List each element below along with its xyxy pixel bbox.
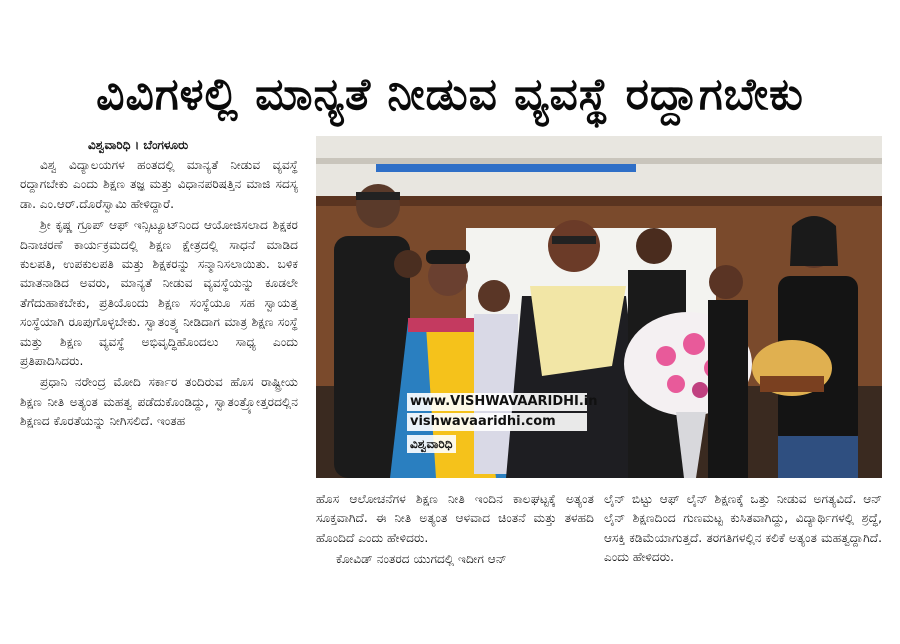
article-column-right bbox=[604, 490, 882, 600]
photo-illustration bbox=[316, 136, 882, 478]
paragraph: ಹೊಸ ಆಲೋಚನೆಗಳ ಶಿಕ್ಷಣ ನೀತಿ ಇಂದಿನ ಕಾಲಘಟ್ಟಕ್ಕೆ ಅತ್ಯಂತ ಸೂಕ್ತವಾಗಿದೆ. ಈ ನೀತಿ ಅತ್ಯಂತ ಆಳವಾದ ಚಿಂತನೆ ಮತ್ತು ತಳಹದಿ ಹೊಂದಿದೆ ಎಂದು ಹೇಳಿದರು. bbox=[316, 492, 594, 545]
paragraph: ಶ್ರೀ ಕೃಷ್ಣ ಗ್ರೂಪ್ ಆಫ್ ಇನ್ಸಿಟ್ಯೂಟ್‌ನಿಂದ ಆಯೋಜಿಸಲಾದ ಶಿಕ್ಷಕರ ದಿನಾಚರಣೆ ಕಾರ್ಯಕ್ರಮದಲ್ಲಿ ಶಿಕ್ಷಣ ಕ್ಷೇತ್ರದಲ್ಲಿ ಸಾಧನೆ ಮಾಡಿದ ಕುಲಪತಿ, ಉಪಕುಲಪತಿ ಮತ್ತು ಶಿಕ್ಷಕರನ್ನು ಸನ್ಮಾನಿಸಲಾಯಿತು. ಬಳಿಕ ಮಾತನಾಡಿದ ಅವರು, ಮಾನ್ಯತೆ ನೀಡುವ ವ್ಯವಸ್ಥೆಯನ್ನು ಕೂಡಲೇ ತೆಗೆದುಹಾಕಬೇಕು, ಪ್ರತಿಯೊಂದು ಶಿಕ್ಷಣ ಸಂಸ್ಥೆಯೂ ಸಹ ಸ್ವಾಯತ್ತ ಸಂಸ್ಥೆಯಾಗಿ ರೂಪುಗೊಳ್ಳಬೇಕು. ಸ್ವಾತಂತ್ರ್ಯ ನೀಡಿದಾಗ ಮಾತ್ರ ಶಿಕ್ಷಣ ಸಂಸ್ಥೆ ಮತ್ತು ಶಿಕ್ಷಣ ವ್ಯವಸ್ಥೆ ಅಭಿವೃದ್ಧಿಹೊಂದಲು ಸಾಧ್ಯ ಎಂದು ಪ್ರತಿಪಾದಿಸಿದರು. bbox=[20, 218, 298, 369]
event-photo bbox=[316, 136, 882, 478]
paragraph: ಲೈನ್ ಬಿಟ್ಟು ಆಫ್ ಲೈನ್ ಶಿಕ್ಷಣಕ್ಕೆ ಒತ್ತು ನೀಡುವ ಅಗತ್ಯವಿದೆ. ಆನ್ ಲೈನ್ ಶಿಕ್ಷಣದಿಂದ ಗುಣಮಟ್ಟ ಕುಸಿತವಾಗಿದ್ದು, ವಿದ್ಯಾರ್ಥಿಗಳಲ್ಲಿ ಶ್ರದ್ಧೆ, ಆಸಕ್ತಿ ಕಡಿಮೆಯಾಗುತ್ತದೆ. ತರಗತಿಗಳಲ್ಲಿನ ಕಲಿಕೆ ಅತ್ಯಂತ ಮಹತ್ವದ್ದಾಗಿದೆ. ಎಂದು ಹೇಳಿದರು. bbox=[604, 492, 882, 565]
byline: ವಿಶ್ವವಾರಿಧಿ । ಬೆಂಗಳೂರು bbox=[88, 138, 189, 152]
paragraph: ಕೋವಿಡ್ ನಂತರದ ಯುಗದಲ್ಲಿ ಇದೀಗ ಆನ್ bbox=[336, 552, 507, 567]
watermark-brand: ವಿಶ್ವವಾರಿಧಿ bbox=[407, 435, 456, 453]
watermark-url-com: vishwavaaridhi.com bbox=[407, 413, 587, 431]
watermark-url-in: www.VISHWAVAARIDHI.in bbox=[407, 393, 587, 411]
article-column-middle bbox=[316, 490, 594, 600]
article-column-left bbox=[20, 156, 298, 626]
paragraph: ವಿಶ್ವ ವಿದ್ಯಾಲಯಗಳ ಹಂತದಲ್ಲಿ ಮಾನ್ಯತೆ ನೀಡುವ ವ್ಯವಸ್ಥೆ ರದ್ದಾಗಬೇಕು ಎಂದು ಶಿಕ್ಷಣ ತಜ್ಞ ಮತ್ತು ವಿಧಾನಪರಿಷತ್ತಿನ ಮಾಜಿ ಸದಸ್ಯ ಡಾ. ಎಂ.ಆರ್.ದೊರೆಸ್ವಾಮಿ ಹೇಳಿದ್ದಾರೆ. bbox=[20, 158, 298, 211]
headline: ವಿವಿಗಳಲ್ಲಿ ಮಾನ್ಯತೆ ನೀಡುವ ವ್ಯವಸ್ಥೆ ರದ್ದಾಗಬೇಕು bbox=[96, 69, 804, 120]
photo-watermark bbox=[407, 393, 598, 455]
paragraph: ಪ್ರಧಾನಿ ನರೇಂದ್ರ ಮೋದಿ ಸರ್ಕಾರ ತಂದಿರುವ ಹೊಸ ರಾಷ್ಟ್ರೀಯ ಶಿಕ್ಷಣ ನೀತಿ ಅತ್ಯಂತ ಮಹತ್ವ ಪಡೆದುಕೊಂಡಿದ್ದು, ಸ್ವಾತಂತ್ರ್ಯೋತ್ತರದಲ್ಲಿನ ಶಿಕ್ಷಣದ ಕೊರತೆಯನ್ನು ನೀಗಿಸಲಿದೆ. ಇಂತಹ bbox=[20, 375, 298, 429]
